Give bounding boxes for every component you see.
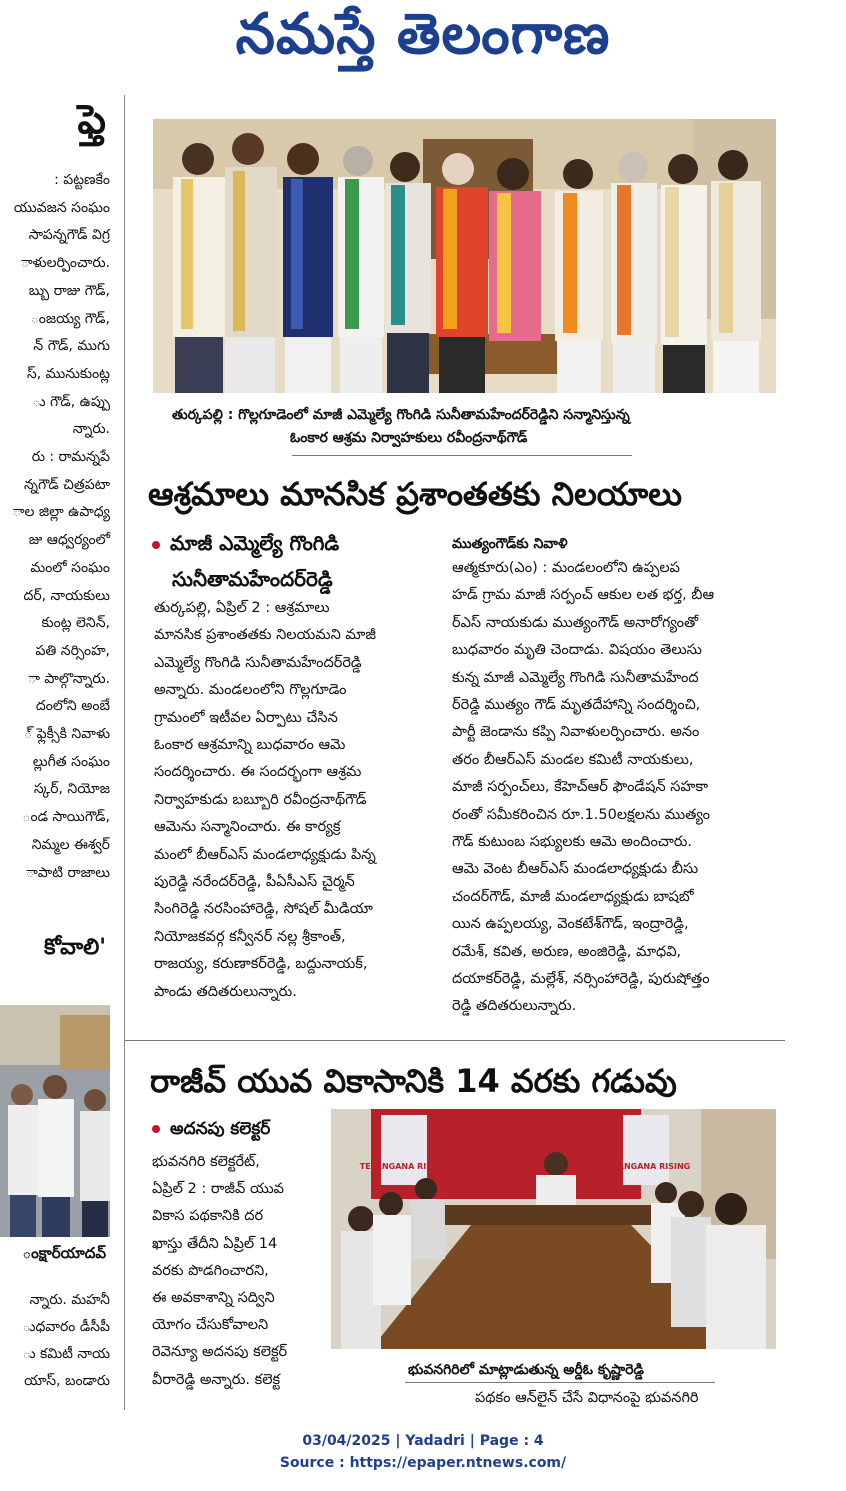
left-column-line: రు : రామన్నపే — [31, 449, 110, 465]
left-column-line: ్ ఫ్లెక్సీకి నివాళు — [24, 726, 110, 742]
story2-body-line: గౌడ్ కుటుంబ సభ్యులకు ఆమె అందించారు. — [452, 834, 693, 850]
story2-body-line: రమేశ్, కవిత, అరుణ, అంజిరెడ్డి, మాధవి, — [452, 943, 682, 960]
story1-caption-line2: ఓంకార ఆశ్రమ నిర్వాహకులు రవీంద్రనాథ్‌గౌడ్ — [290, 430, 528, 446]
left-column-line: సాపన్నగౌడ్ విగ్ర — [28, 227, 110, 244]
left-column-line: యాస్, బండారు — [24, 1373, 110, 1389]
story3-body-line: ఈ అవకాశాన్ని సద్విని — [152, 1290, 275, 1306]
left-headline-fragment: ఫ్తె — [77, 97, 106, 143]
story1-body-line: తుర్కపల్లి, ఏప్రిల్ 2 : ఆశ్రమాలు — [154, 600, 330, 616]
story2-body-line: ర్‌రెడ్డి ముత్యం గౌడ్ మృతదేహాన్ని సందర్శించి, — [452, 697, 701, 713]
left-column-line: దంలోని అంబే — [35, 698, 110, 715]
story2-body-line: మాజీ సర్పంచ్‌లు, కేహెచ్‌ఆర్ ఫౌండేషన్ సహకా — [452, 779, 709, 796]
story1-body-line: సందర్శించారు. ఈ సందర్భంగా ఆశ్రమ — [154, 764, 362, 781]
left-column-line: న్నగౌడ్ చిత్రపటా — [23, 476, 110, 493]
story2-body-line: రంతో సమీకరించిన రూ.1.50లక్షలను ముత్యం — [452, 806, 710, 823]
left-column-line: పతి నర్సింహ, — [35, 642, 110, 659]
footer-date-edition: 03/04/2025 | Yadadri | Page : 4 — [302, 1433, 544, 1449]
left-column-line: ాళులర్పించారు. — [20, 255, 110, 272]
story3-body — [152, 1152, 330, 1410]
story1-body-line: మానసిక ప్రశాంతతకు నిలయమని మాజీ — [154, 627, 376, 644]
story1-subhead-line1: మాజీ ఎమ్మెల్యే గొంగిడి — [152, 528, 339, 558]
story2-body-line: తరం బీఆర్‌ఎస్ మండల కమిటీ నాయకులు, — [452, 751, 694, 768]
left-column-line: ాల జిల్లా ఉపాధ్య — [12, 504, 110, 521]
footer-source: Source : https://epaper.ntnews.com/ — [279, 1455, 567, 1471]
story2-body-line: ర్‌ఎస్ నాయకుడు ముత్యంగౌడ్ అనారోగ్యంతో — [452, 614, 699, 631]
story3-continuation: పథకం ఆన్‌లైన్ చేసే విధానంపై భువనగిరి — [475, 1390, 699, 1406]
left-column-line: యువజన సంఘం — [13, 199, 110, 216]
story3-body-line: రెవెన్యూ అదనపు కలెక్టర్ — [152, 1344, 288, 1361]
left-column-line: ాపాటి రాజాలు — [26, 864, 110, 881]
story1-body-line: సింగిరెడ్డి నరసింహారెడ్డి, సోషల్ మీడియా — [154, 901, 373, 918]
left-column-line: ు గౌడ్, ఉప్పు — [32, 393, 110, 410]
story2-subhead: ముత్యంగౌడ్‌కు నివాళి — [452, 536, 568, 552]
left-column-line: బ్బు రాజు గౌడ్, — [28, 282, 110, 299]
story1-body-line: పురెడ్డి నరేందర్‌రెడ్డి, పీఏసీఎస్ చైర్మన్ — [154, 874, 355, 890]
footer — [0, 1430, 846, 1474]
newspaper-title: నమస్తే తెలంగాణ — [235, 2, 611, 67]
story3-body-line: వీరారెడ్డి అన్నారు. కలెక్ట — [152, 1371, 281, 1388]
story1-body-line: ఆమెను సన్మానించారు. ఈ కార్యక్ర — [154, 819, 341, 836]
story2-body-line: ఆత్మకూరు(ఎం) : మండలంలోని ఉప్పలప — [452, 560, 680, 576]
story1-body-line: ఎమ్మెల్యే గొంగిడి సునీతామహేందర్‌రెడ్డి — [154, 654, 362, 671]
column-divider — [124, 95, 125, 1410]
story1-body-line: నిర్వాహకుడు బబ్బూరి రవీంద్రనాథ్‌గౌడ్ — [154, 791, 367, 808]
story1-subhead-line2: సునీతామహేందర్‌రెడ్డి — [172, 567, 333, 591]
story1-body-line: గ్రామంలో ఇటీవల ఏర్పాటు చేసిన — [154, 709, 338, 726]
story3-caption: భువనగిరిలో మాట్లాడుతున్న అర్డీఓ కృష్ణారెడ్డి — [408, 1362, 644, 1378]
left-caption-fragment: ంక్షార్‌యాదవ్ — [22, 1244, 106, 1262]
left-column-line: న్నారు. మహనీ — [29, 1292, 110, 1308]
left-column-line: ు కమిటీ నాయ — [22, 1346, 110, 1362]
story1-body-line: రాజయ్య, కరుణాకర్‌రెడ్డి, బద్దునాయక్, — [154, 956, 368, 973]
story3-headline: రాజీవ్ యువ వికాసానికి 14 వరకు గడువు — [150, 1062, 677, 1100]
story3-body-line: యోగం చేసుకోవాలని — [152, 1317, 269, 1334]
story3-subhead: అదనపు కలెక్టర్ — [152, 1116, 270, 1142]
left-column-line: జు ఆధ్వర్యంలో — [28, 532, 110, 549]
banner-text-left: TELANGANA RISING — [359, 1162, 449, 1171]
story3-body-line: వరకు పొడగించారని, — [152, 1262, 269, 1279]
section-divider — [125, 1040, 785, 1041]
left-column-line: దర్, నాయకులు — [23, 587, 110, 604]
story2-body-line: యిన ఉప్పలయ్య, వెంకటేశ్‌గౌడ్, ఇంద్రారెడ్డి, — [452, 916, 689, 933]
left-column — [0, 95, 124, 1410]
story3-body-line: ఖాస్తు తేదీని ఏప్రిల్ 14 — [152, 1235, 278, 1252]
story2-body-line: చందర్‌గౌడ్, మాజీ మండలాధ్యక్షుడు బాషబో — [452, 888, 694, 905]
story3-body-line: వికాస పథకానికి దర — [152, 1208, 264, 1225]
left-column-line: ండ సాయిగౌడ్, — [22, 809, 110, 826]
story2-body-line: ఆమె వెంట బీఆర్‌ఎస్ మండలాధ్యక్షుడు బీసు — [452, 861, 699, 878]
story3-body-line: ఏప్రిల్ 2 : రాజీవ్ యువ — [152, 1181, 284, 1198]
story2-body-line: పార్టీ జెండాను కప్పి నివాళులర్పించారు. అనం — [452, 724, 700, 741]
left-column-line: స్, మునుకుంట్ల — [26, 365, 110, 382]
banner-text-right: TELANGANA RISING — [601, 1162, 691, 1171]
left-column-line: కుంట్ల లెనిన్, — [41, 615, 110, 632]
story2-body-line: దయాకర్‌రెడ్డి, మల్లేశ్, నర్సింహారెడ్డి, పురుషోత్తం — [452, 971, 710, 987]
story1-headline: ఆశ్రమాలు మానసిక ప్రశాంతతకు నిలయాలు — [148, 475, 682, 513]
left-column-line: స్కర్, నియోజ — [33, 781, 110, 798]
left-column-line: మంలో సంఘం — [30, 559, 110, 576]
left-column-line: నిమ్మల ఈశ్వర్ — [31, 836, 110, 853]
left-column-line: న్ గౌడ్, ముగు — [33, 338, 110, 355]
red-bullet-icon — [152, 541, 160, 549]
left-headline2-fragment: కోవాలి' — [43, 935, 106, 960]
story1-caption-line1: తుర్కపల్లి : గొల్లగూడెంలో మాజీ ఎమ్మెల్యే గొంగిడి సునీతామహేందర్‌రెడ్డిని సన్మానిస్తున్న — [172, 407, 630, 423]
left-column-line: ుధవారం డీసీపీ — [22, 1319, 110, 1335]
story1-body-line: నియోజకవర్గ కన్వీనర్ నల్ల శ్రీకాంత్, — [154, 928, 346, 945]
left-photo — [0, 1005, 110, 1237]
red-bullet-icon — [152, 1125, 160, 1133]
left-column-line: ా పాల్గొన్నారు. — [28, 670, 110, 687]
story2-body-line: రెడ్డి తదితరులున్నారు. — [452, 998, 577, 1015]
story2-body — [452, 558, 782, 1028]
story3-photo — [331, 1109, 776, 1349]
story1-body-line: ఓంకార ఆశ్రమాన్ని బుధవారం ఆమె — [154, 737, 346, 753]
story2-body-line: హడ్ గ్రామ మాజీ సర్పంచ్ ఆకుల లత భర్త, బీఆ — [452, 587, 715, 604]
story3-body-line: భువనగిరి కలెక్టరేట్, — [152, 1154, 260, 1170]
left-column-line: న్నారు. — [72, 421, 110, 438]
story1-body-line: అన్నారు. మండలంలోని గొల్లగూడెం — [154, 682, 347, 699]
left-column-line: ల్లుగీత సంఘం — [32, 753, 110, 770]
left-column-line: : పట్టణకేం — [54, 172, 110, 188]
story3-caption-underline — [405, 1382, 715, 1383]
story1-body-line: మంలో బీఆర్‌ఎస్ మండలాధ్యక్షుడు పిన్న — [154, 846, 376, 863]
story1-body-line: పాండు తదితరులున్నారు. — [154, 983, 297, 1000]
masthead — [0, 0, 846, 95]
story2-body-line: బుధవారం మృతి చెందాడు. విషయం తెలుసు — [452, 642, 702, 659]
story2-body-line: కున్న మాజీ ఎమ్మెల్యే గొంగిడి సునీతామహేంద — [452, 669, 699, 686]
story1-photo — [153, 119, 776, 393]
left-column-line: ంజయ్య గౌడ్, — [30, 310, 110, 327]
story1-body — [154, 598, 436, 1018]
caption-underline — [292, 455, 632, 456]
